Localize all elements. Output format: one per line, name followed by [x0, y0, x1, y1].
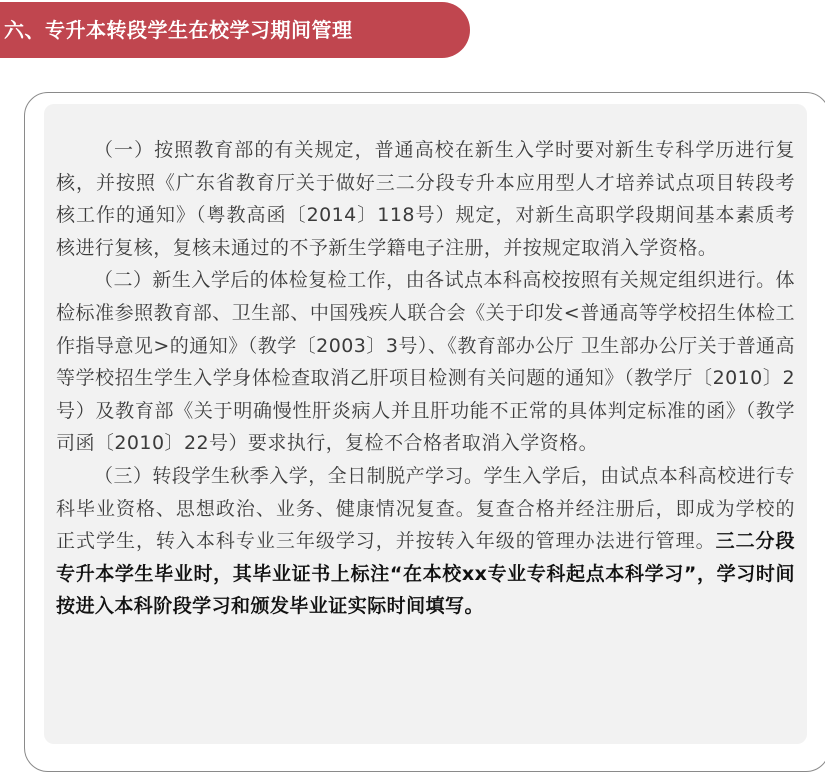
- content-box: [44, 104, 807, 744]
- section-title: 六、专升本转段学生在校学习期间管理: [0, 2, 470, 58]
- paragraph-2: （二）新生入学后的体检复检工作，由各试点本科高校按照有关规定组织进行。体检标准参照教育部、卫生部、中国残疾人联合会《关于印发<普通高等学校招生体检工作指导意见>的通知》（教学〔2003〕3号）、《教育部办公厅 卫生部办公厅关于普通高等学校招生学生入学身体检查取消乙肝项目检测有关问题的通知》（教学厅〔2010〕2号）及教育部《关于明确慢性肝炎病人并且肝功能不正常的具体判定标准的函》（教学司函〔2010〕22号）要求执行，复检不合格者取消入学资格。: [56, 269, 795, 455]
- paragraph-3: [56, 460, 795, 623]
- paragraph-3-bold-text: 三二分段专升本学生毕业时，其毕业证书上标注“在本校xx专业专科起点本科学习”，学习时间按进入本科阶段学习和颁发毕业证实际时间填写。: [56, 530, 795, 618]
- paragraph-1: （一）按照教育部的有关规定，普通高校在新生入学时要对新生专科学历进行复核，并按照《广东省教育厅关于做好三二分段专升本应用型人才培养试点项目转段考核工作的通知》（粤教高函〔2014〕118号）规定，对新生高职学段期间基本素质考核进行复核，复核未通过的不予新生学籍电子注册，并按规定取消入学资格。: [56, 139, 795, 259]
- paragraph-3-text: （三）转段学生秋季入学，全日制脱产学习。学生入学后，由试点本科高校进行专科毕业资格、思想政治、业务、健康情况复查。复查合格并经注册后，即成为学校的正式学生，转入本科专业三年级学习，并按转入年级的管理办法进行管理。: [56, 464, 795, 553]
